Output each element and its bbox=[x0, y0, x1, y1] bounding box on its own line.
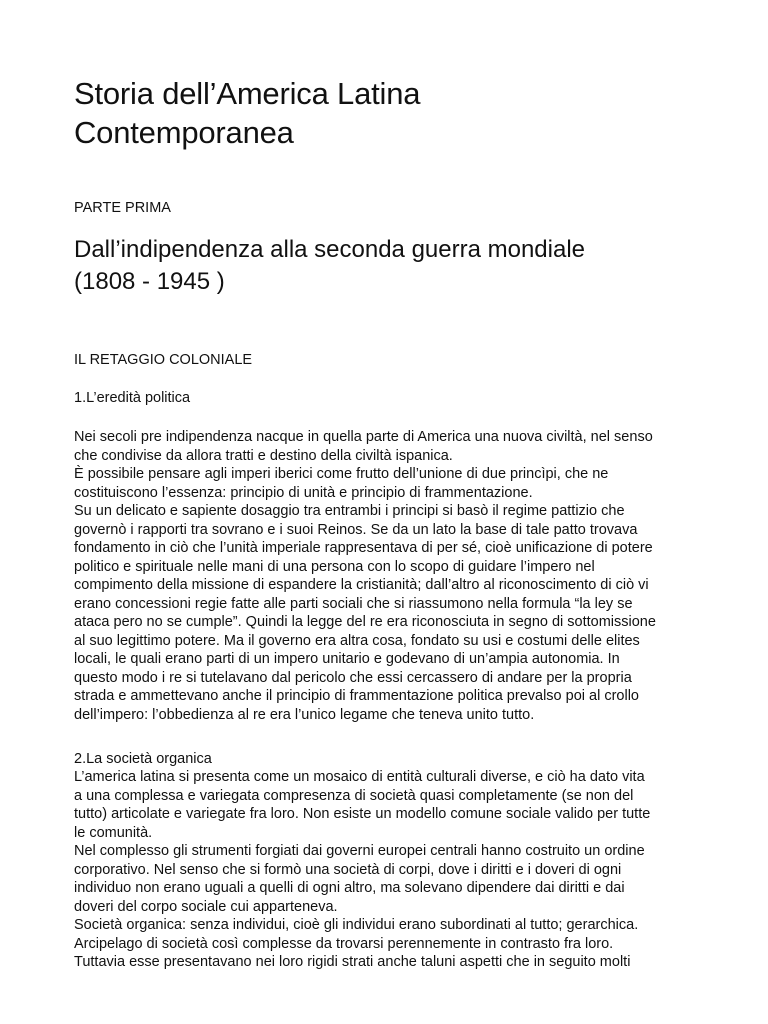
text-line: corporativo. Nel senso che si formò una società di corpi, dove i diritti e i doveri di ogni bbox=[74, 861, 622, 878]
text-line: le comunità. bbox=[74, 824, 153, 841]
chapter-heading: IL RETAGGIO COLONIALE bbox=[74, 352, 253, 368]
text-line: costituiscono l’essenza: principio di unità e principio di frammentazione. bbox=[74, 484, 533, 501]
text-line: Nel complesso gli strumenti forgiati dai governi europei centrali hanno costruito un ordine bbox=[74, 843, 645, 859]
text-line: Tuttavia esse presentavano nei loro rigidi strati anche taluni aspetti che in seguito molti bbox=[74, 954, 631, 970]
document-title-line: Storia dell’America Latina bbox=[74, 76, 421, 111]
text-line: a una complessa e variegata compresenza di società quasi completamente (se non del bbox=[74, 787, 634, 804]
text-line: questo modo i re si tutelavano dal pericolo che essi cercassero di andare per la propria bbox=[74, 669, 632, 686]
text-line: Arcipelago di società così complesse da trovarsi perennemente in contrasto fra loro. bbox=[74, 935, 614, 952]
part-label: PARTE PRIMA bbox=[74, 200, 171, 216]
part-subtitle bbox=[74, 234, 734, 298]
section-1-body bbox=[74, 428, 714, 724]
text-line: L’america latina si presenta come un mosaico di entità culturali diverse, e ciò ha dato vita bbox=[74, 769, 645, 785]
text-line: tutto) articolate e variegate fra loro. Non esiste un modello comune sociale valido per tutte bbox=[74, 806, 651, 822]
document-title bbox=[74, 74, 734, 152]
text-line: È possibile pensare agli imperi iberici come frutto dell’unione di due princìpi, che ne bbox=[74, 466, 609, 482]
text-line: locali, le quali erano parti di un impero unitario e godevano di un’ampia autonomia. In bbox=[74, 651, 620, 667]
text-line: Su un delicato e sapiente dosaggio tra entrambi i principi si basò il regime pattizio che bbox=[74, 503, 625, 519]
text-line: che condivise da allora tratti e destino della civiltà ispanica. bbox=[74, 447, 453, 464]
text-line: strada e ammettevano anche il principio di frammentazione politica prevalso poi al crollo bbox=[74, 688, 639, 704]
text-line: compimento della missione di espandere la cristianità; dall’altro al riconoscimento di ciò vi bbox=[74, 577, 649, 593]
section-2-heading: 2.La società organica bbox=[74, 751, 212, 767]
text-line: individuo non erano uguali a quelli di ogni altro, ma solevano dipendere dai diritti e dai bbox=[74, 880, 625, 896]
text-line: doveri del corpo sociale cui apparteneva. bbox=[74, 898, 338, 915]
section-1-heading: 1.L’eredità politica bbox=[74, 390, 191, 406]
part-subtitle-line: Dall’indipendenza alla seconda guerra mondiale bbox=[74, 236, 586, 263]
text-line: erano concessioni regie fatte alle parti sociali che si riassumono nella formula “la ley se bbox=[74, 595, 633, 612]
text-line: al suo legittimo potere. Ma il governo era altra cosa, fondato su usi e costumi delle elites bbox=[74, 632, 640, 649]
text-line: governò i rapporti tra sovrano e i suoi Reinos. Se da un lato la base di tale patto trovava bbox=[74, 521, 638, 538]
text-line: Nei secoli pre indipendenza nacque in quella parte di America una nuova civiltà, nel senso bbox=[74, 429, 653, 445]
text-line: ataca pero no se cumple”. Quindi la legge del re era riconosciuta in segno di sottomissione bbox=[74, 614, 656, 630]
text-line: Società organica: senza individui, cioè gli individui erano subordinati al tutto; gerarchica. bbox=[74, 917, 639, 933]
part-subtitle-line: (1808 - 1945 ) bbox=[74, 268, 225, 295]
document-title-line: Contemporanea bbox=[74, 115, 294, 150]
text-line: politico e spirituale nelle mani di una persona con lo scopo di guidare l’impero nel bbox=[74, 558, 595, 575]
text-line: dell’impero: l’obbedienza al re era l’unico legame che teneva unito tutto. bbox=[74, 706, 535, 723]
text-line: fondamento in ciò che l’unità imperiale rappresentava di per sé, cioè unificazione di potere bbox=[74, 540, 653, 556]
section-2-body bbox=[74, 768, 714, 972]
